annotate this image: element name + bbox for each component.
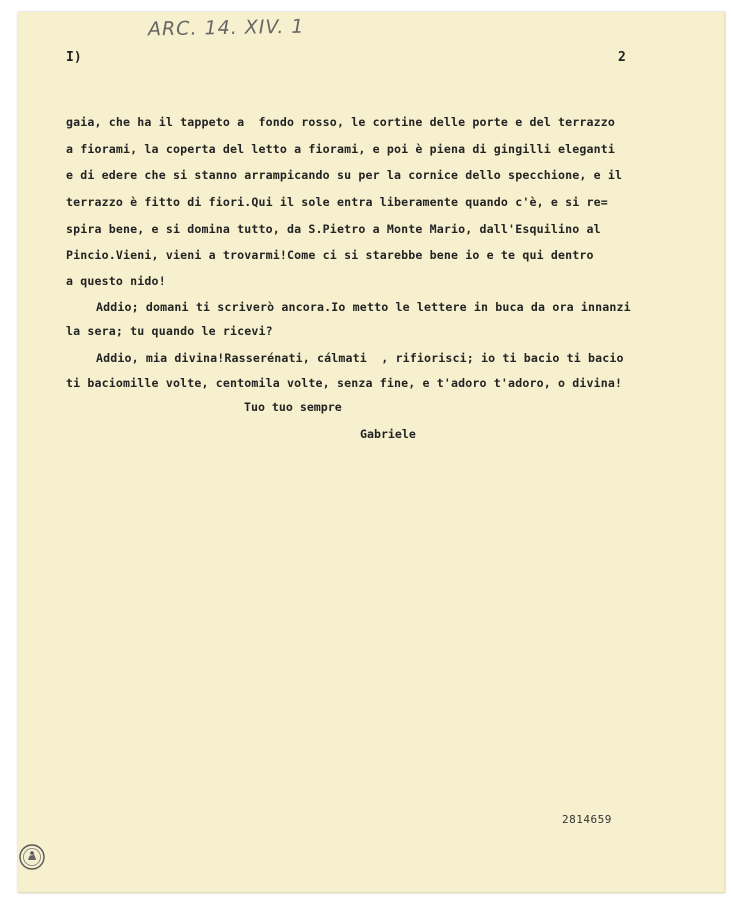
text-line: Addio, mia divina!Rasserénati, cálmati , rifiorisci; io ti bacio ti bacio — [96, 351, 624, 365]
text-line: a fiorami, la coperta del letto a fiorami, e poi è piena di gingilli eleganti — [66, 142, 616, 156]
text-line: la sera; tu quando le ricevi? — [66, 324, 273, 338]
section-marker: I) — [66, 50, 82, 65]
page-number: 2 — [618, 50, 626, 65]
text-line: gaia, che ha il tappeto a fondo rosso, le cortine delle porte e del terrazzo — [66, 115, 616, 129]
text-line: Addio; domani ti scriverò ancora.Io metto le lettere in buca da ora innanzi — [96, 300, 631, 314]
archive-reference: ARC. 14. XIV. 1 — [147, 15, 305, 41]
signature-closing: Tuo tuo sempre — [244, 400, 342, 414]
text-line: spira bene, e si domina tutto, da S.Pietro a Monte Mario, dall'Esquilino al — [66, 222, 601, 236]
text-line: a questo nido! — [66, 274, 166, 288]
library-stamp-icon — [18, 843, 46, 871]
text-line: terrazzo è fitto di fiori.Qui il sole entra liberamente quando c'è, e si re= — [66, 195, 608, 209]
signature-name: Gabriele — [360, 427, 416, 441]
text-line: Pincio.Vieni, vieni a trovarmi!Come ci si starebbe bene io e te qui dentro — [66, 248, 594, 262]
text-line: e di edere che si stanno arrampicando su per la cornice dello specchione, e il — [66, 168, 623, 182]
serial-number: 2814659 — [562, 813, 612, 826]
text-line: ti baciomille volte, centomila volte, senza fine, e t'adoro t'adoro, o divina! — [66, 376, 623, 390]
